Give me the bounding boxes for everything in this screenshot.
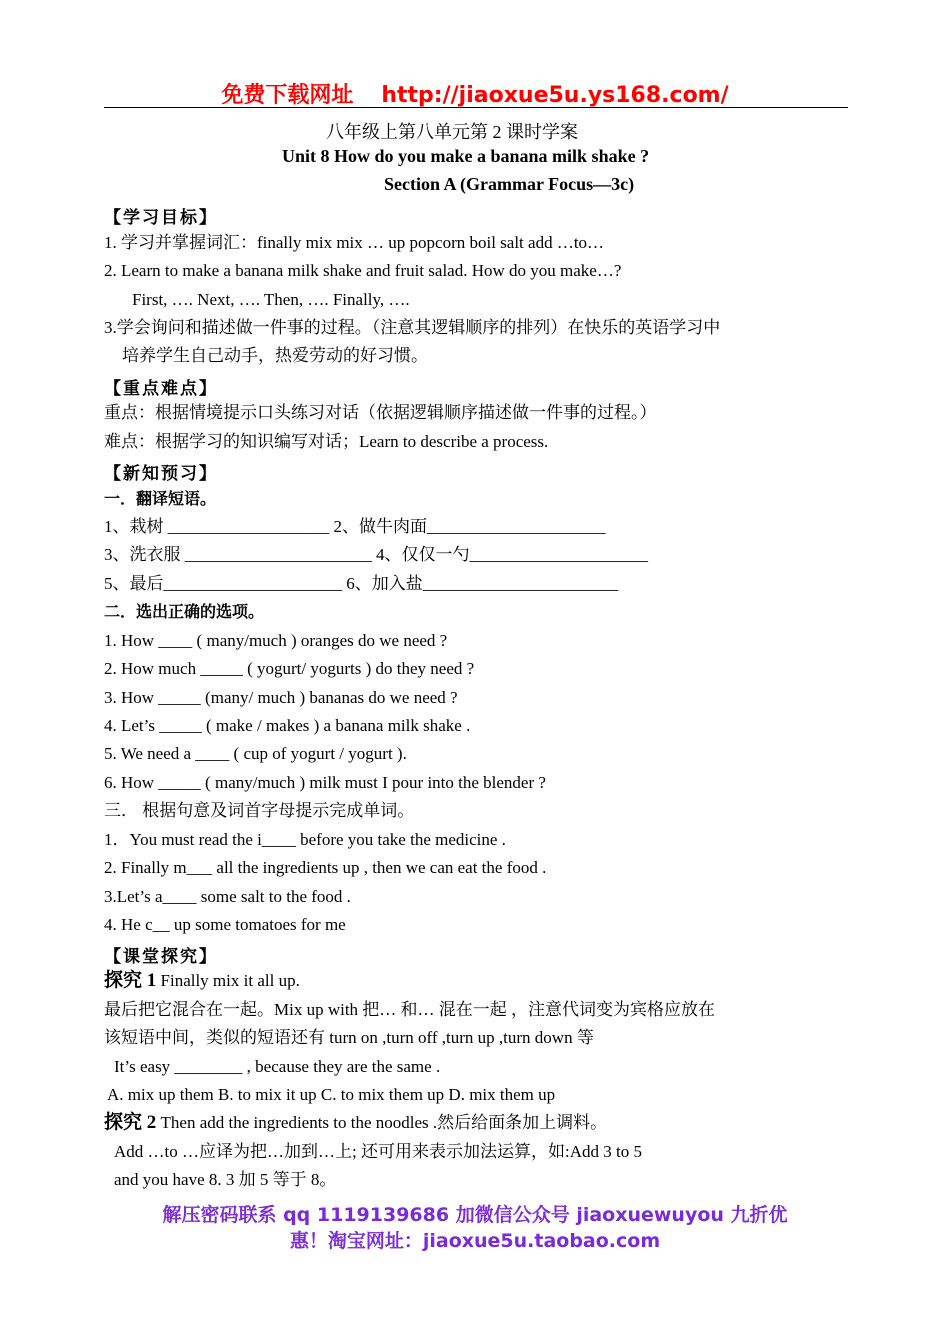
goals-heading: 【学习目标】 [104,208,218,228]
explore-1-note: 最后把它混合在一起。Mix up with 把… 和… 混在一起 ，注意代词变为宾格应放在 [104,1000,716,1019]
download-header [0,78,950,109]
explore-1-options: A. mix up them B. to mix it up C. to mix them up D. mix them up [107,1085,556,1104]
choice-item: 1. How ____ ( many/much ) oranges do we need ? [104,631,448,650]
choice-item: 6. How _____ ( many/much ) milk must I pour into the blender ? [104,773,546,792]
explore-1-note: 该短语中间，类似的短语还有 turn on ,turn off ,turn up ,turn down 等 [104,1028,594,1047]
explore-1-text: Finally mix it all up. [156,971,300,990]
fill-item: 3.Let’s a____ some salt to the food . [104,887,351,906]
goal-item: 2. Learn to make a banana milk shake and fruit salad. How do you make…? [104,261,622,280]
goal-item: 培养学生自己动手，热爱劳动的好习惯。 [122,346,428,365]
choice-item: 3. How _____ (many/ much ) bananas do we need ? [104,688,458,707]
explore-1-label: 探究 1 [104,970,157,991]
choice-item: 2. How much _____ ( yogurt/ yogurts ) do they need ? [104,659,475,678]
explore-2-label: 探究 2 [104,1112,157,1133]
footer-contact: 解压密码联系 qq 1119139686 加微信公众号 jiaoxuewuyou 九折优 [162,1204,788,1226]
fill-section-title: 三． 根据句意及词首字母提示完成单词。 [104,801,415,820]
translate-row: 1、栽树 ___________________ 2、做牛肉面_____________________ [104,517,606,536]
goal-item: 1. 学习并掌握词汇：finally mix mix … up popcorn boil salt add …to… [104,233,605,252]
explore-2-note: and you have 8. 3 加 5 等于 8。 [114,1170,337,1189]
explore-2-line [104,1112,607,1134]
explore-2-text: Then add the ingredients to the noodles .然后给面条加上调料。 [156,1113,608,1132]
fill-item: 4. He c__ up some tomatoes for me [104,915,346,934]
fill-item: 1．You must read the i____ before you take the medicine . [104,830,506,849]
goal-item: 3.学会询问和描述做一件事的过程。（注意其逻辑顺序的排列）在快乐的英语学习中 [104,318,721,337]
choice-section-title: 二．选出正确的选项。 [104,602,265,621]
keypoints-heading: 【重点难点】 [104,379,218,399]
choice-item: 5. We need a ____ ( cup of yogurt / yogurt ). [104,744,407,763]
fill-item: 2. Finally m___ all the ingredients up , then we can eat the food . [104,858,547,877]
unit-title: Unit 8 How do you make a banana milk shake ? [282,146,650,166]
footer-shop-link[interactable]: 惠！淘宝网址：jiaoxue5u.taobao.com [289,1230,661,1252]
page-title-cn: 八年级上第八单元第 2 课时学案 [326,122,578,142]
translate-row: 3、洗衣服 ______________________ 4、仅仅一勺_____________________ [104,545,648,564]
explore-1-line [104,970,300,992]
header-divider [104,107,848,108]
download-label: 免费下载网址 [221,83,354,108]
goal-item: First, …. Next, …. Then, …. Finally, …. [132,290,410,309]
explore-2-note: Add …to …应译为把…加到…上; 还可用来表示加法运算，如:Add 3 to 5 [114,1142,642,1161]
explore-1-question: It’s easy ________ , because they are the same . [114,1057,441,1076]
choice-item: 4. Let’s _____ ( make / makes ) a banana milk shake . [104,716,471,735]
preview-heading: 【新知预习】 [104,464,218,484]
section-title: Section A (Grammar Focus—3c) [384,174,635,194]
download-url-link[interactable]: http://jiaoxue5u.ys168.com/ [381,83,729,108]
keypoint-item: 重点：根据情境提示口头练习对话（依据逻辑顺序描述做一件事的过程。） [104,403,657,422]
explore-heading: 【课堂探究】 [104,947,218,967]
keypoint-item: 难点：根据学习的知识编写对话；Learn to describe a process. [104,432,549,451]
translate-section-title: 一．翻译短语。 [104,489,217,508]
translate-row: 5、最后_____________________ 6、加入盐_______________________ [104,574,619,593]
